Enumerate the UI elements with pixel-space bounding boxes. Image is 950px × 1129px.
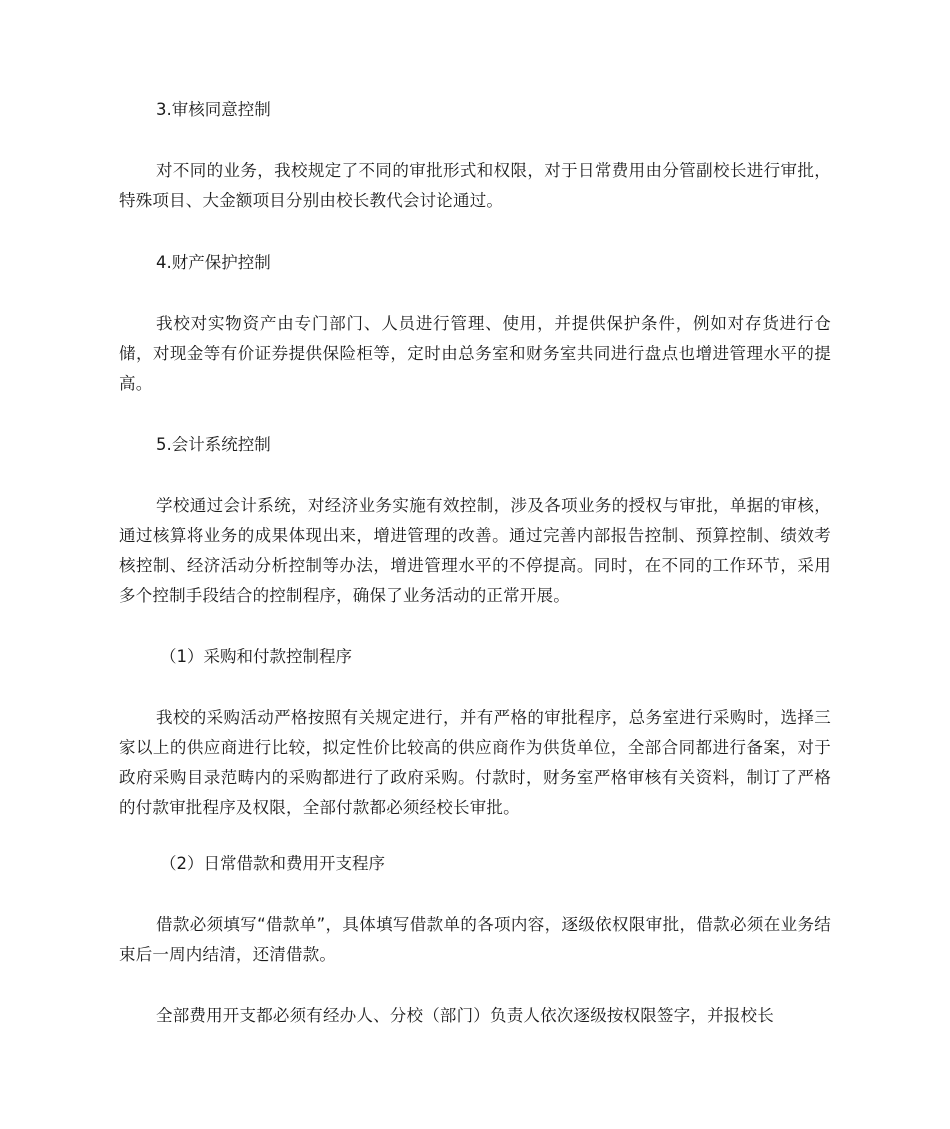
paragraph-expenses: 全部费用开支都必须有经办人、分校（部门）负责人依次逐级按权限签字，并报校长 xyxy=(156,1006,774,1025)
paragraph-loans: 借款必须填写“借款单”，具体填写借款单的各项内容，逐级依权限审批，借款必须在业务结束后一周内结清，还清借款。 xyxy=(119,915,831,964)
paragraph-audit-approval: 对不同的业务，我校规定了不同的审批形式和权限，对于日常费用由分管副校长进行审批，特殊项目、大金额项目分别由校长教代会讨论通过。 xyxy=(119,161,831,210)
heading-audit-approval: 3.审核同意控制 xyxy=(156,100,271,119)
heading-accounting-system: 5.会计系统控制 xyxy=(156,435,271,454)
paragraph-asset-protection: 我校对实物资产由专门部门、人员进行管理、使用，并提供保护条件，例如对存货进行仓储，对现金等有价证券提供保险柜等，定时由总务室和财务室共同进行盘点也增进管理水平的提高。 xyxy=(119,314,831,393)
paragraph-accounting-system: 学校通过会计系统，对经济业务实施有效控制，涉及各项业务的授权与审批，单据的审核，通过核算将业务的成果体现出来，增进管理的改善。通过完善内部报告控制、预算控制、绩效考核控制、经济活动分析控制等办法，增进管理水平的不停提高。同时，在不同的工作环节，采用多个控制手段结合的控制程序，确保了业务活动的正常开展。 xyxy=(119,496,831,605)
heading-procurement-payment: （1）采购和付款控制程序 xyxy=(160,647,352,666)
heading-loans-expenses: （2）日常借款和费用开支程序 xyxy=(160,854,385,873)
heading-asset-protection: 4.财产保护控制 xyxy=(156,253,271,272)
paragraph-procurement-payment: 我校的采购活动严格按照有关规定进行，并有严格的审批程序，总务室进行采购时，选择三家以上的供应商进行比较，拟定性价比较高的供应商作为供货单位，全部合同都进行备案，对于政府采购目录范畴内的采购都进行了政府采购。付款时，财务室严格审核有关资料，制订了严格的付款审批程序及权限，全部付款都必须经校长审批。 xyxy=(119,708,831,817)
